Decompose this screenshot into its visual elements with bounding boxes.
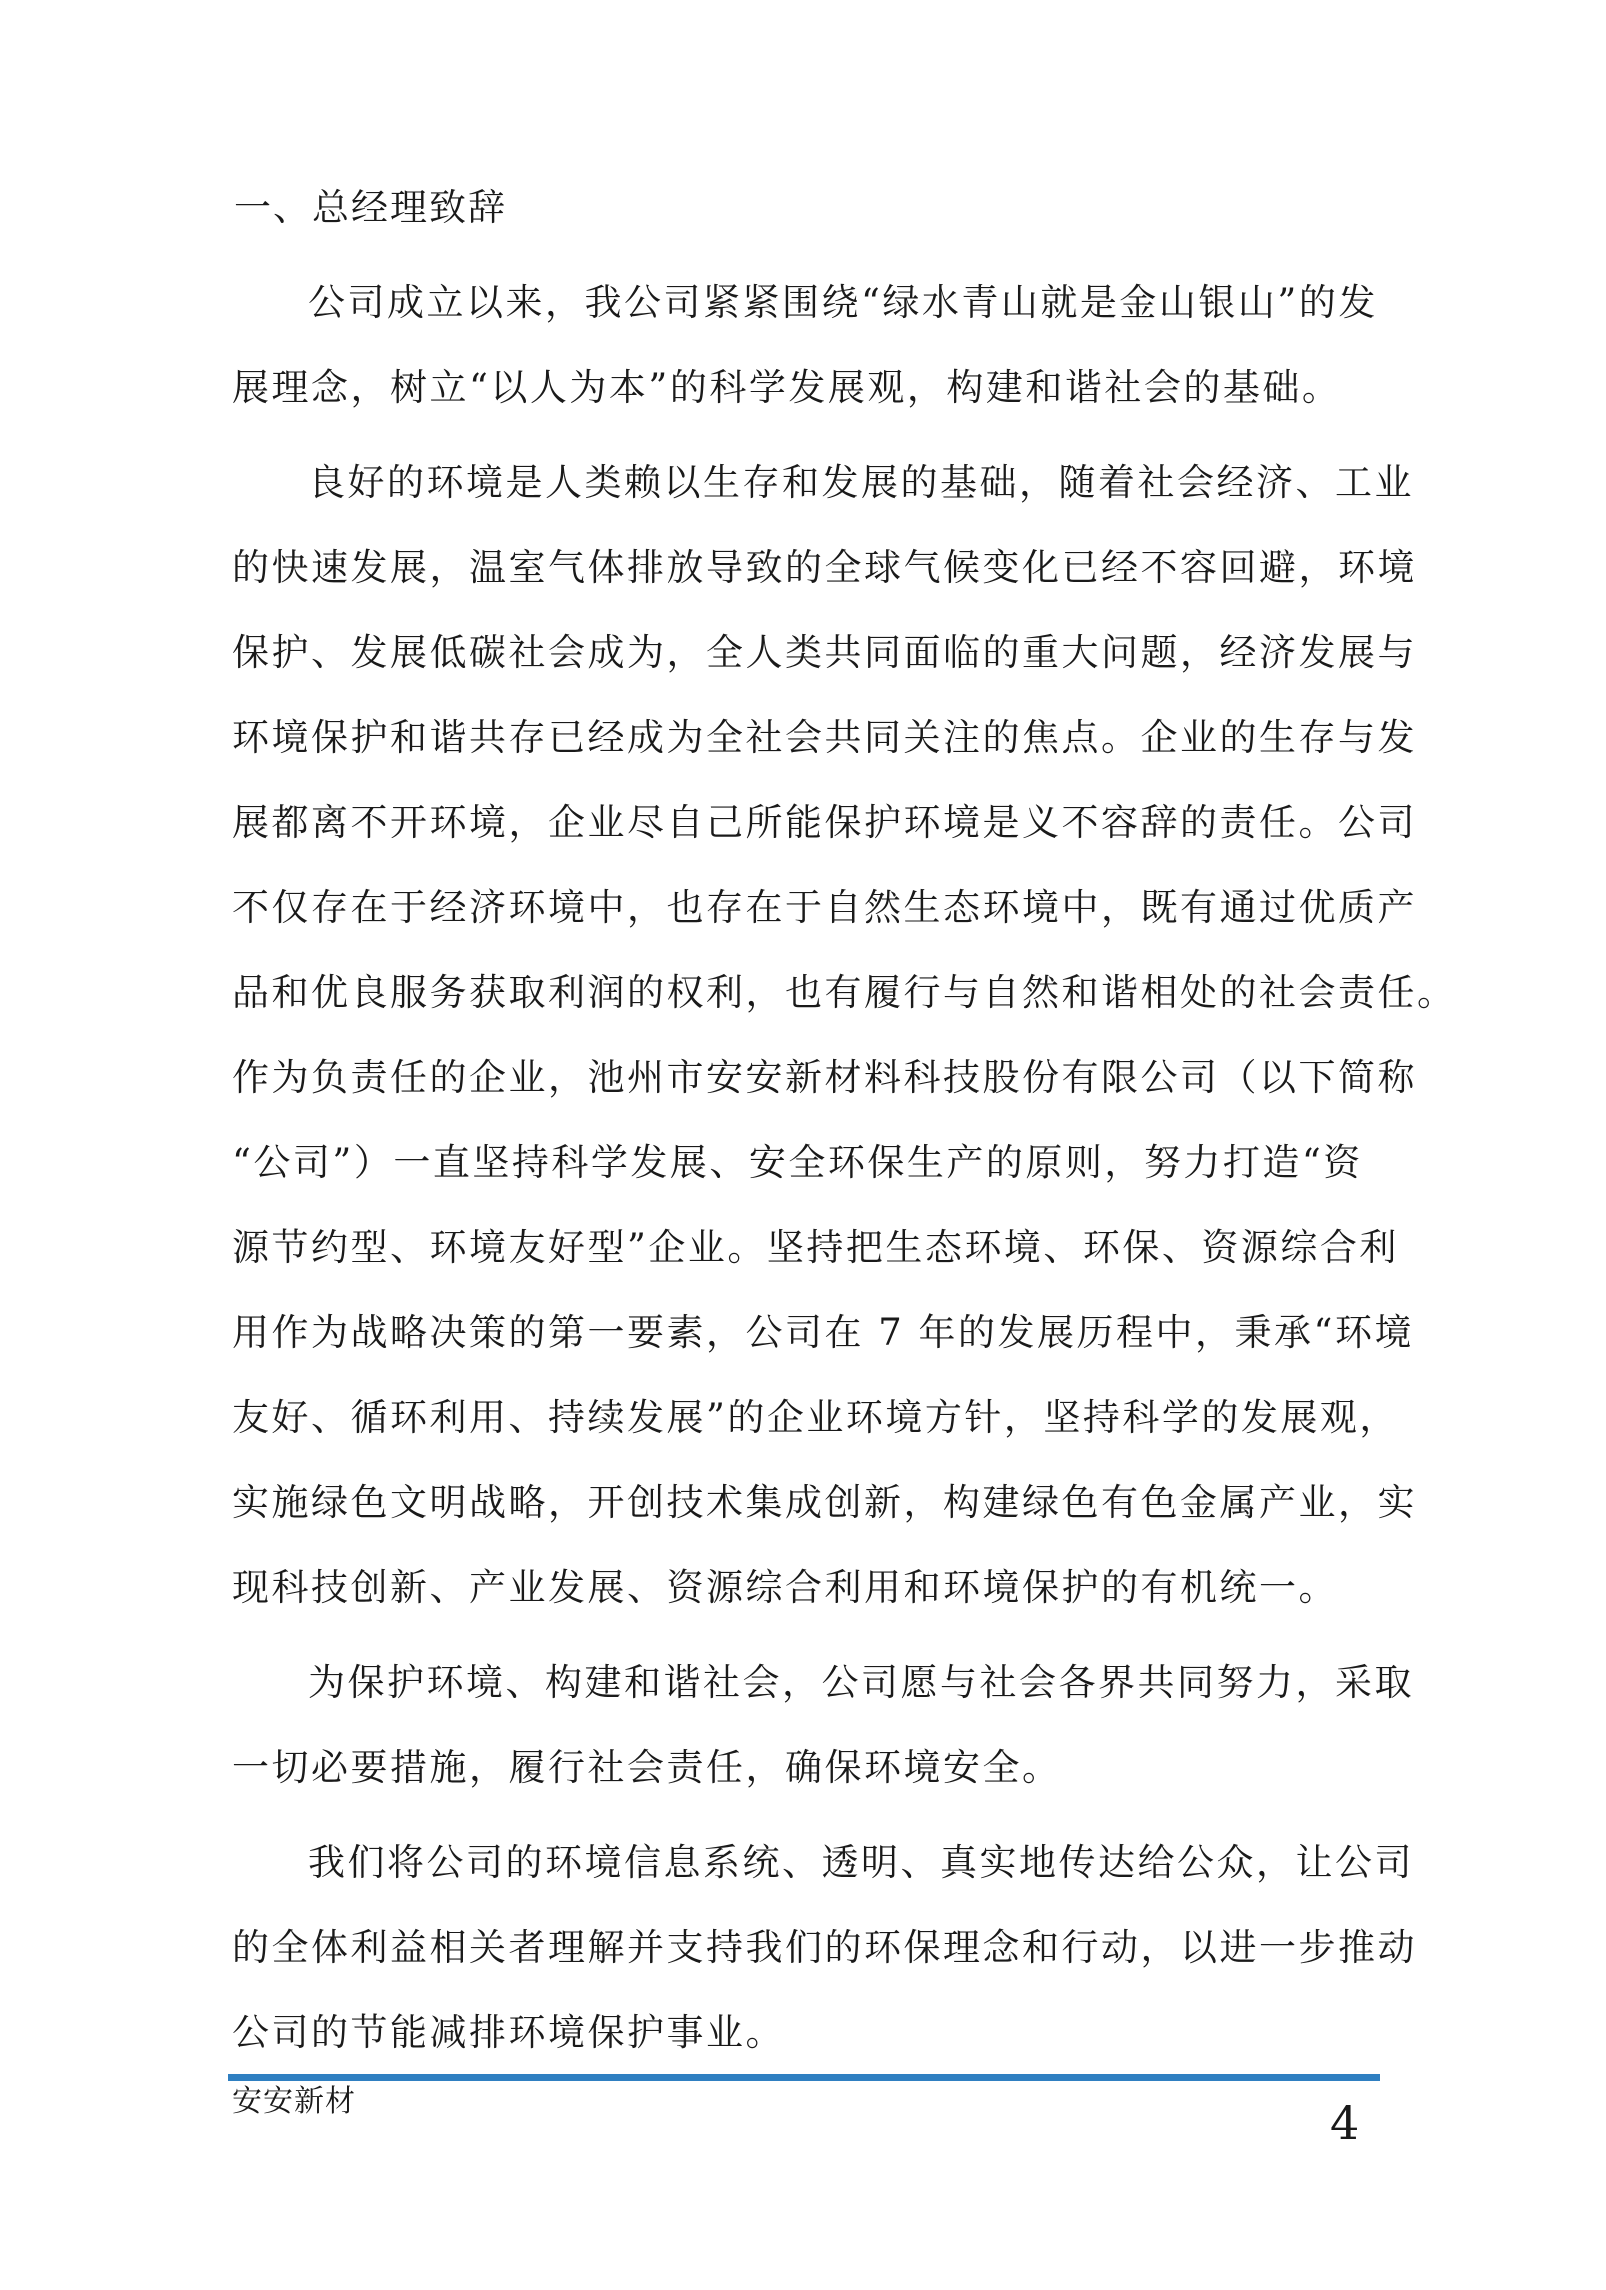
paragraph-line: 为保护环境、构建和谐社会，公司愿与社会各界共同努力，采取 <box>308 1661 1414 1704</box>
page-number: 4 <box>1330 2096 1360 2150</box>
section-heading: 一、总经理致辞 <box>234 186 507 229</box>
paragraph-line: 作为负责任的企业，池州市安安新材料科技股份有限公司（以下简称 <box>232 1056 1417 1099</box>
paragraph-line: 用作为战略决策的第一要素，公司在 7 年的发展历程中，秉承“环境 <box>232 1311 1414 1354</box>
paragraph-line: 的快速发展，温室气体排放导致的全球气候变化已经不容回避，环境 <box>232 546 1417 589</box>
paragraph-line: 保护、发展低碳社会成为，全人类共同面临的重大问题，经济发展与 <box>232 631 1417 674</box>
paragraph-line: 我们将公司的环境信息系统、透明、真实地传达给公众，让公司 <box>308 1841 1414 1884</box>
paragraph-line: 源节约型、环境友好型”企业。坚持把生态环境、环保、资源综合利 <box>232 1226 1399 1269</box>
paragraph-line: 公司的节能减排环境保护事业。 <box>232 2011 785 2054</box>
paragraph-line: 友好、循环利用、持续发展”的企业环境方针，坚持科学的发展观， <box>232 1396 1399 1439</box>
paragraph-line: 不仅存在于经济环境中，也存在于自然生态环境中，既有通过优质产 <box>232 886 1417 929</box>
paragraph-line: 展理念，树立“以人为本”的科学发展观，构建和谐社会的基础。 <box>232 366 1342 409</box>
paragraph-4 <box>232 1820 1417 2075</box>
paragraph-line: 的全体利益相关者理解并支持我们的环保理念和行动，以进一步推动 <box>232 1926 1417 1969</box>
paragraph-3 <box>232 1640 1414 1810</box>
paragraph-line: 展都离不开环境，企业尽自己所能保护环境是义不容辞的责任。公司 <box>232 801 1417 844</box>
paragraph-line: 现科技创新、产业发展、资源综合利用和环境保护的有机统一。 <box>232 1566 1338 1609</box>
paragraph-line: 品和优良服务获取利润的权利，也有履行与自然和谐相处的社会责任。 <box>232 971 1457 1014</box>
paragraph-2 <box>232 440 1457 1630</box>
footer-divider <box>228 2074 1380 2081</box>
footer-company-name: 安安新材 <box>232 2084 356 2119</box>
paragraph-line: 实施绿色文明战略，开创技术集成创新，构建绿色有色金属产业，实 <box>232 1481 1417 1524</box>
paragraph-line: 环境保护和谐共存已经成为全社会共同关注的焦点。企业的生存与发 <box>232 716 1417 759</box>
paragraph-line: 公司成立以来，我公司紧紧围绕“绿水青山就是金山银山”的发 <box>308 281 1378 324</box>
page-content <box>232 172 1457 2085</box>
paragraph-line: 良好的环境是人类赖以生存和发展的基础，随着社会经济、工业 <box>308 461 1414 504</box>
paragraph-line: “公司”）一直坚持科学发展、安全环保生产的原则，努力打造“资 <box>232 1141 1363 1184</box>
paragraph-1 <box>232 260 1392 430</box>
paragraph-line: 一切必要措施，履行社会责任，确保环境安全。 <box>232 1746 1062 1789</box>
